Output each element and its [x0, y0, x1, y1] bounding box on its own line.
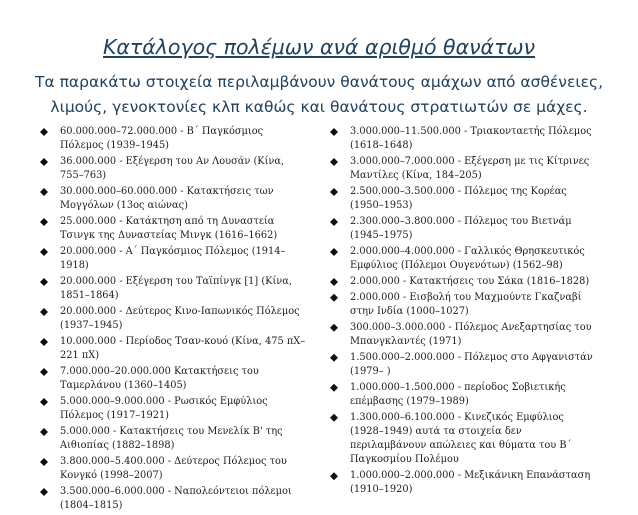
list-item — [330, 351, 600, 379]
list-item-text: 1.000.000–1.500.000 - περίοδος Σοβιετικής επέμβασης (1979–1989) — [350, 381, 566, 407]
list-item-text: 20.000.000 - Δεύτερος Κινο-Ιαπωνικός Πόλεμος (1937–1945) — [60, 306, 300, 332]
list-item — [330, 155, 600, 183]
list-item — [330, 185, 600, 213]
list-item — [330, 245, 600, 273]
diamond-bullet-icon — [40, 218, 48, 226]
diamond-bullet-icon — [330, 414, 338, 422]
list-item — [330, 411, 600, 468]
list-item — [330, 291, 600, 319]
diamond-bullet-icon — [330, 218, 338, 226]
list-item-text: 3.000.000–7.000.000 - Εξέγερση με τις Κίτρινες Μαντίλες (Κίνα, 184–205) — [350, 156, 590, 182]
diamond-bullet-icon — [330, 128, 338, 136]
list-item — [330, 381, 600, 409]
list-item-text: 36.000.000 - Εξέγερση του Αν Λουσάν (Κίνα, 755–763) — [60, 156, 285, 182]
diamond-bullet-icon — [40, 398, 48, 406]
list-item-text: 60.000.000–72.000.000 - Β΄ Παγκόσμιος Πόλεμος (1939–1945) — [60, 126, 264, 152]
list-item — [330, 321, 600, 349]
list-item-text: 3.000.000–11.500.000 - Τριακονταετής Πόλεμος (1618–1648) — [350, 126, 592, 152]
list-item-text: 5.000.000–9.000.000 - Ρωσικός Εμφύλιος Πόλεμος (1917–1921) — [60, 396, 268, 422]
list-item-text: 30.000.000–60.000.000 - Κατακτήσεις των Μογγόλων (13ος αιώνας) — [60, 186, 274, 212]
slide-subtitle: Τα παρακάτω στοιχεία περιλαμβάνουν θανάτους αμάχων από ασθένειες, λιμούς, γενοκτονίες κλπ καθώς και θανάτους στρατιωτών σε μάχες. — [34, 73, 603, 116]
list-item-text: 3.500.000–6.000.000 - Ναπολεόντειοι πόλεμοι (1804–1815) — [60, 486, 292, 512]
list-item-text: 2.000.000 - Κατακτήσεις του Σάκα (1816–1828) — [350, 276, 590, 287]
list-item-text: 10.000.000 - Περίοδος Τσαν-κουό (Κίνα, 475 πΧ–221 πΧ) — [60, 336, 306, 362]
left-column-list — [40, 125, 308, 515]
list-item — [40, 485, 308, 513]
list-item — [330, 125, 600, 153]
diamond-bullet-icon — [40, 128, 48, 136]
list-item-text: 2.000.000–4.000.000 - Γαλλικός Θρησκευτικός Εμφύλιος (Πόλεμοι Ουγενότων) (1562–98) — [350, 246, 585, 272]
list-item-text: 20.000.000 - Α΄ Παγκόσμιος Πόλεμος (1914–1918) — [60, 246, 286, 272]
diamond-bullet-icon — [330, 384, 338, 392]
list-item — [40, 335, 308, 363]
list-item — [330, 275, 600, 289]
list-item — [40, 155, 308, 183]
list-item-text: 3.800.000–5.400.000 - Δεύτερος Πόλεμος του Κονγκό (1998–2007) — [60, 456, 287, 482]
list-item — [330, 215, 600, 243]
list-item-text: 25.000.000 - Κατάκτηση από τη Δυναστεία Τσινγκ της Δυναστείας Μινγκ (1616–1662) — [60, 216, 278, 242]
diamond-bullet-icon — [40, 458, 48, 466]
diamond-bullet-icon — [40, 248, 48, 256]
list-item — [40, 185, 308, 213]
right-column-list — [330, 125, 600, 499]
diamond-bullet-icon — [40, 338, 48, 346]
slide-title: Κατάλογος πολέμων ανά αριθμό θανάτων — [102, 35, 536, 59]
list-item — [40, 245, 308, 273]
diamond-bullet-icon — [330, 248, 338, 256]
list-item — [40, 395, 308, 423]
list-item-text: 1.300.000–6.100.000 - Κινεζικός Εμφύλιος (1928–1949) αυτά τα στοιχεία δεν περιλαμβάνουν απώλειες και θύματα του Β΄ Παγκοσμίου Πολέμου — [350, 411, 572, 466]
diamond-bullet-icon — [330, 324, 338, 332]
list-item — [40, 425, 308, 453]
diamond-bullet-icon — [330, 278, 338, 286]
list-item-text: 2.300.000–3.800.000 - Πόλεμος του Βιετνάμ (1945–1975) — [350, 216, 572, 242]
diamond-bullet-icon — [330, 188, 338, 196]
diamond-bullet-icon — [40, 188, 48, 196]
list-item — [40, 305, 308, 333]
diamond-bullet-icon — [40, 158, 48, 166]
list-item-text: 5.000.000 - Κατακτήσεις του Μενελίκ Β' της Αιθιοπίας (1882–1898) — [60, 426, 283, 452]
list-item-text: 20.000.000 - Εξέγερση του Ταϊπίνγκ [1] (Κίνα, 1851–1864) — [60, 276, 292, 302]
list-item — [40, 275, 308, 303]
list-item-text: 2.000.000 - Εισβολή του Μαχμούντε Γκαζναβί στην Ινδία (1000–1027) — [350, 291, 582, 317]
list-item — [40, 455, 308, 483]
list-item-text: 2.500.000–3.500.000 - Πόλεμος της Κορέας (1950–1953) — [350, 186, 567, 212]
list-item-text: 7.000.000–20.000.000 Κατακτήσεις του Ταμερλάνου (1360–1405) — [60, 366, 259, 392]
diamond-bullet-icon — [40, 368, 48, 376]
list-item — [40, 365, 308, 393]
diamond-bullet-icon — [330, 294, 338, 302]
list-item-text: 1.000.000–2.000.000 - Μεξικάνικη Επανάσταση (1910–1920) — [350, 470, 591, 496]
diamond-bullet-icon — [40, 278, 48, 286]
diamond-bullet-icon — [330, 472, 338, 480]
list-item — [330, 469, 600, 497]
diamond-bullet-icon — [40, 308, 48, 316]
list-item — [40, 215, 308, 243]
list-item-text: 1.500.000–2.000.000 - Πόλεμος στο Αφγανιστάν (1979– ) — [350, 351, 593, 377]
diamond-bullet-icon — [40, 428, 48, 436]
list-item — [40, 125, 308, 153]
diamond-bullet-icon — [330, 354, 338, 362]
diamond-bullet-icon — [330, 158, 338, 166]
list-item-text: 300.000–3.000.000 - Πόλεμος Ανεξαρτησίας του Μπανγκλαντές (1971) — [350, 321, 592, 347]
diamond-bullet-icon — [40, 488, 48, 496]
